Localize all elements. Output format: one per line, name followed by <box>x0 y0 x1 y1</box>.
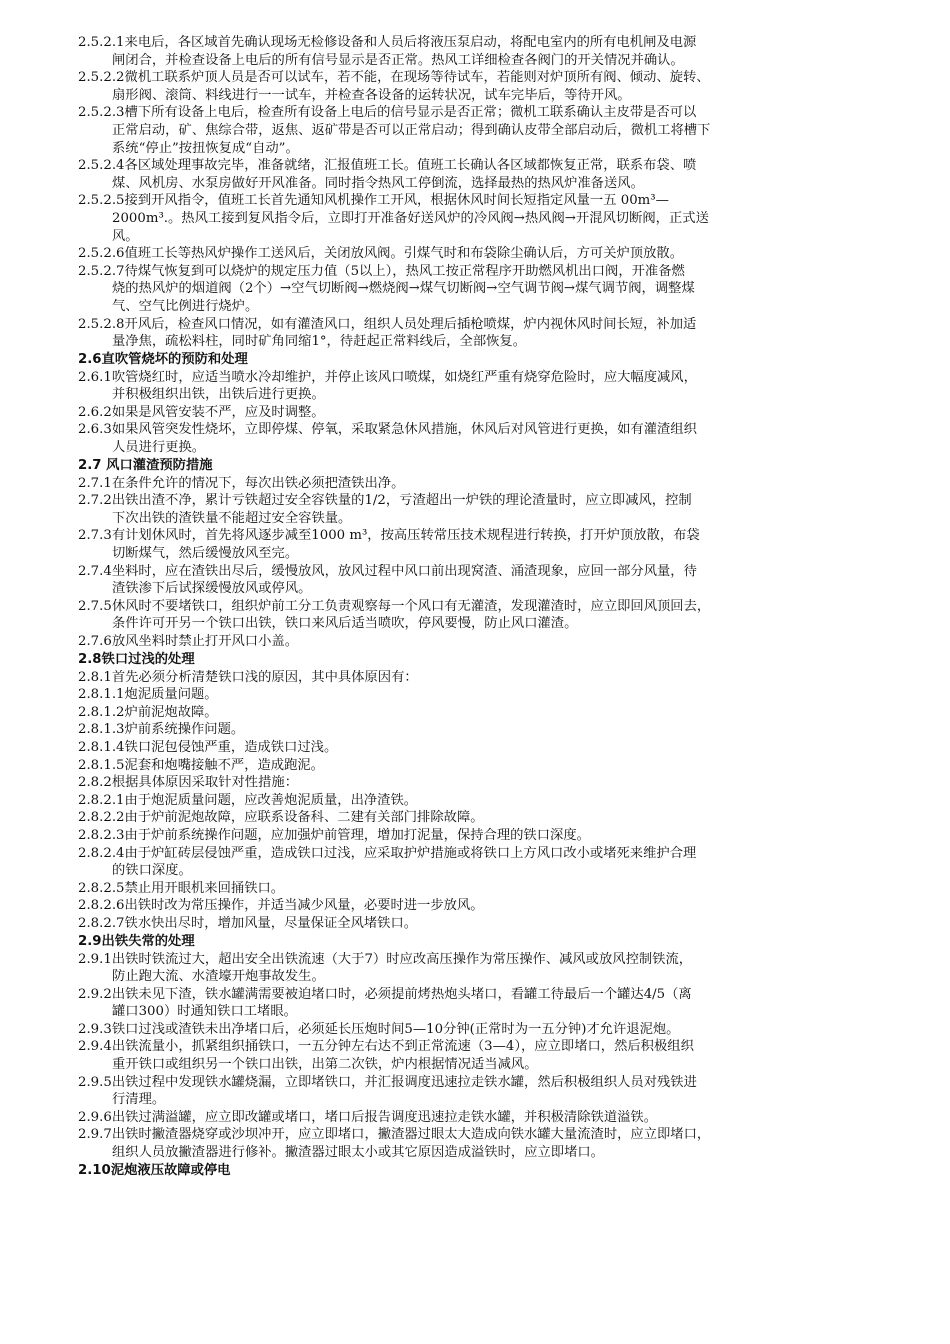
item-first-line: 2.8.1.3炉前系统操作问题。 <box>78 722 245 738</box>
list-item <box>78 880 890 898</box>
item-continuation-line: 2000m³.。热风工接到复风指令后，立即打开准备好送风炉的冷风阀→热风阀→开混风切断阀，正式送 <box>112 210 709 226</box>
list-item <box>78 475 890 493</box>
item-first-line: 2.8.1.1炮泥质量问题。 <box>78 687 218 703</box>
item-first-line: 2.9.7出铁时撇渣器烧穿或沙坝冲开，应立即堵口，撇渣器过眼太大造成向铁水罐大量流渣时，应立即堵口， <box>78 1127 711 1143</box>
document-content <box>78 34 890 1180</box>
item-first-line: 2.7.5休风时不要堵铁口，组织炉前工分工负责观察每一个风口有无灌渣，发现灌渣时，应立即回风顶回去， <box>78 598 711 614</box>
list-item <box>78 774 890 792</box>
item-first-line: 2.9.4出铁流量小，抓紧组织捅铁口，一五分钟左右达不到正常流速（3—4），应立即堵口，然后积极组织 <box>78 1039 694 1055</box>
item-continuation-line: 切断煤气，然后缓慢放风至完。 <box>112 546 299 562</box>
list-item <box>78 809 890 827</box>
list-item <box>78 1126 890 1161</box>
list-item <box>78 421 890 456</box>
item-first-line: 2.8.2.7铁水快出尽时，增加风量，尽量保证全风堵铁口。 <box>78 915 418 931</box>
item-continuation-line: 气、空气比例进行烧炉。 <box>112 298 259 314</box>
item-first-line: 2.7.3有计划休风时，首先将风逐步减至1000 m³，按高压转常压技术规程进行转换，打开炉顶放散，布袋 <box>78 528 700 544</box>
section-heading: 2.6直吹管烧坏的预防和处理 <box>78 351 248 367</box>
item-first-line: 2.8.2.5禁止用开眼机来回捅铁口。 <box>78 880 285 896</box>
item-first-line: 2.5.2.5接到开风指令，值班工长首先通知风机操作工开风，根据休风时间长短指定风量一五 00m³— <box>78 193 669 209</box>
item-first-line: 2.8.2.4由于炉缸砖层侵蚀严重，造成铁口过浅，应采取护炉措施或将铁口上方风口改小或堵死来维护合理 <box>78 845 697 861</box>
section-heading: 2.9出铁失常的处理 <box>78 933 195 949</box>
item-continuation-line: 渣铁渗下后试探缓慢放风或停风。 <box>112 581 312 597</box>
item-first-line: 2.6.1吹管烧红时，应适当喷水冷却维护，并停止该风口喷煤，如烧红严重有烧穿危险时，应大幅度减风， <box>78 369 697 385</box>
list-item <box>78 721 890 739</box>
list-item <box>78 827 890 845</box>
list-item <box>78 492 890 527</box>
list-item <box>78 316 890 351</box>
item-first-line: 2.8.2.6出铁时改为常压操作，并适当减少风量，必要时进一步放风。 <box>78 898 484 914</box>
item-continuation-line: 行清理。 <box>112 1092 166 1108</box>
item-continuation-line: 条件许可开另一个铁口出铁，铁口来风后适当喷吹，停风要慢，防止风口灌渣。 <box>112 616 578 632</box>
item-first-line: 2.5.2.3槽下所有设备上电后，检查所有设备上电后的信号显示是否正常；微机工联系确认主皮带是否可以 <box>78 105 697 121</box>
item-continuation-line: 系统“停止”按扭恢复成“自动”。 <box>112 140 299 156</box>
item-first-line: 2.7.1在条件允许的情况下，每次出铁必须把渣铁出净。 <box>78 475 405 491</box>
item-first-line: 2.9.1出铁时铁流过大，超出安全出铁流速（大于7）时应改高压操作为常压操作、减风或放风控制铁流， <box>78 951 693 967</box>
list-item <box>78 563 890 598</box>
item-continuation-line: 组织人员放撇渣器进行修补。撇渣器过眼太小或其它原因造成溢铁时，应立即堵口。 <box>112 1145 604 1161</box>
list-item <box>78 192 890 245</box>
item-first-line: 2.5.2.2微机工联系炉顶人员是否可以试车，若不能，在现场等待试车，若能则对炉顶所有阀、倾动、旋转、 <box>78 70 710 86</box>
item-first-line: 2.8.1.4铁口泥包侵蚀严重，造成铁口过浅。 <box>78 739 338 755</box>
item-continuation-line: 并积极组织出铁，出铁后进行更换。 <box>112 387 325 403</box>
item-continuation-line: 烧的热风炉的烟道阀（2个）→空气切断阀→燃烧阀→煤气切断阀→空气调节阀→煤气调节阀，调整煤 <box>112 281 695 297</box>
item-first-line: 2.7.6放风坐料时禁止打开风口小盖。 <box>78 634 298 649</box>
list-item <box>78 792 890 810</box>
item-first-line: 2.8.1.5泥套和炮嘴接触不严，造成跑泥。 <box>78 757 324 773</box>
list-item <box>78 1021 890 1039</box>
list-item <box>78 34 890 69</box>
section-heading: 2.7 风口灌渣预防措施 <box>78 457 213 473</box>
item-continuation-line: 人员进行更换。 <box>112 440 206 456</box>
item-continuation-line: 煤、风机房、水泵房做好开风准备。同时指令热风工停倒流，选择最热的热风炉准备送风。 <box>112 175 644 191</box>
item-first-line: 2.6.2如果是风管安装不严，应及时调整。 <box>78 404 325 420</box>
list-item <box>78 1038 890 1073</box>
item-continuation-line: 闸闭合，并检查设备上电后的所有信号显示是否正常。热风工详细检查各阀门的开关情况并确认。 <box>112 52 684 68</box>
list-item <box>78 404 890 422</box>
section-heading: 2.8铁口过浅的处理 <box>78 651 195 667</box>
list-item <box>78 1109 890 1127</box>
item-continuation-line: 正常启动，矿、焦综合带，返焦、返矿带是否可以正常启动；得到确认皮带全部启动后，微机工将槽下 <box>112 122 711 138</box>
list-item <box>78 915 890 933</box>
list-item <box>78 598 890 633</box>
item-first-line: 2.9.6出铁过满溢罐，应立即改罐或堵口，堵口后报告调度迅速拉走铁水罐，并积极清除铁道溢铁。 <box>78 1109 658 1125</box>
item-continuation-line: 罐口300）时通知铁口工堵眼。 <box>112 1004 297 1020</box>
list-item <box>78 369 890 404</box>
item-first-line: 2.9.3铁口过浅或渣铁未出净堵口后，必须延长压炮时间5—10分钟(正常时为一五分钟)才允许退泥炮。 <box>78 1021 680 1037</box>
item-first-line: 2.6.3如果风管突发性烧坏，立即停煤、停氧，采取紧急休风措施，休风后对风管进行更换，如有灌渣组织 <box>78 422 697 438</box>
list-item <box>78 757 890 775</box>
item-continuation-line: 风。 <box>112 228 139 244</box>
item-continuation-line: 的铁口深度。 <box>112 863 192 879</box>
item-first-line: 2.8.2.1由于炮泥质量问题，应改善炮泥质量，出净渣铁。 <box>78 792 418 808</box>
list-item <box>78 986 890 1021</box>
list-item <box>78 951 890 986</box>
item-first-line: 2.9.2出铁未见下渣，铁水罐满需要被迫堵口时，必须提前烤热炮头堵口，看罐工待最后一个罐达4/5（离 <box>78 986 692 1002</box>
list-item <box>78 704 890 722</box>
item-first-line: 2.8.2.2由于炉前泥炮故障，应联系设备科、二建有关部门排除故障。 <box>78 810 484 826</box>
list-item <box>78 245 890 263</box>
list-item <box>78 263 890 316</box>
list-item <box>78 686 890 704</box>
item-first-line: 2.8.1.2炉前泥炮故障。 <box>78 704 218 720</box>
item-continuation-line: 量净焦，疏松料柱，同时矿角同缩1°，待赶起正常料线后，全部恢复。 <box>112 334 527 350</box>
list-item <box>78 527 890 562</box>
item-first-line: 2.7.4坐料时，应在渣铁出尽后，缓慢放风，放风过程中风口前出现窝渣、涌渣现象，应回一部分风量，待 <box>78 563 697 579</box>
item-first-line: 2.9.5出铁过程中发现铁水罐烧漏，立即堵铁口，并汇报调度迅速拉走铁水罐，然后积极组织人员对残铁进 <box>78 1074 697 1090</box>
item-first-line: 2.7.2出铁出渣不净，累计亏铁超过安全容铁量的1/2，亏渣超出一炉铁的理论渣量时，应立即减风，控制 <box>78 493 692 509</box>
section-heading: 2.10泥炮液压故障或停电 <box>78 1162 231 1178</box>
list-item <box>78 739 890 757</box>
item-first-line: 2.8.2根据具体原因采取针对性措施： <box>78 775 298 791</box>
item-first-line: 2.8.1首先必须分析清楚铁口浅的原因，其中具体原因有： <box>78 669 418 685</box>
item-first-line: 2.5.2.7待煤气恢复到可以烧炉的规定压力值（5以上），热风工按正常程序开助燃风机出口阀，开准备燃 <box>78 263 685 279</box>
list-item <box>78 104 890 157</box>
item-continuation-line: 防止跑大流、水渣壕开炮事故发生。 <box>112 969 325 985</box>
item-continuation-line: 重开铁口或组织另一个铁口出铁，出第二次铁，炉内根据情况适当减风。 <box>112 1057 538 1073</box>
list-item <box>78 1074 890 1109</box>
item-first-line: 2.5.2.6值班工长等热风炉操作工送风后，关闭放风阀。引煤气时和布袋除尘确认后，方可关炉顶放散。 <box>78 246 683 262</box>
list-item <box>78 897 890 915</box>
list-item <box>78 845 890 880</box>
list-item <box>78 669 890 687</box>
item-first-line: 2.5.2.1来电后，各区域首先确认现场无检修设备和人员后将液压泵启动，将配电室内的所有电机闸及电源 <box>78 35 697 50</box>
list-item <box>78 633 890 651</box>
item-first-line: 2.5.2.8开风后，检查风口情况，如有灌渣风口，组织人员处理后插枪喷煤，炉内视休风时间长短，补加适 <box>78 316 697 332</box>
list-item <box>78 69 890 104</box>
item-first-line: 2.5.2.4各区域处理事故完毕，准备就绪，汇报值班工长。值班工长确认各区域都恢复正常，联系布袋、喷 <box>78 158 697 174</box>
item-first-line: 2.8.2.3由于炉前系统操作问题，应加强炉前管理，增加打泥量，保持合理的铁口深度。 <box>78 827 590 843</box>
item-continuation-line: 下次出铁的渣铁量不能超过安全容铁量。 <box>112 510 352 526</box>
item-continuation-line: 扇形阀、滚筒、料线进行一一试车，并检查各设备的运转状况，试车完毕后，等待开风。 <box>112 87 631 103</box>
list-item <box>78 157 890 192</box>
